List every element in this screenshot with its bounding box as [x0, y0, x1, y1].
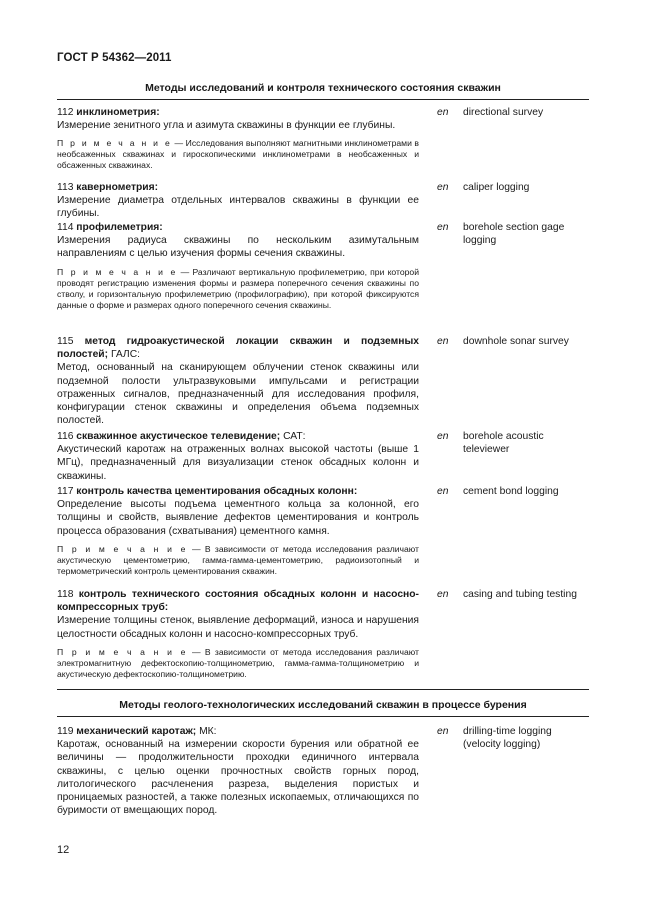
term-number: 112 — [57, 107, 74, 118]
english-equivalent: caliper logging — [463, 182, 530, 193]
term-name: профилеметрия: — [76, 222, 163, 233]
term-definition: Измерение диаметра отдельных интервалов скважины в функции ее глубины. — [57, 195, 419, 220]
term-number: 116 — [57, 431, 74, 442]
term-number: 115 — [57, 336, 74, 347]
term-note: П р и м е ч а н и е — В зависимости от метода исследования различают электромагнитную дефектоскопию-толщинометрию, гамма-гамма-толщинометрию и акустическую дефектоскопию-толщинометрию. — [57, 646, 419, 679]
term-definition: Измерение зенитного угла и азимута скважины в функции ее глубины. — [57, 120, 396, 132]
term-abbreviation: МК: — [199, 726, 217, 737]
term-name: метод гидроакустической локации скважин и подземных полостей; — [57, 336, 419, 361]
term-note: П р и м е ч а н и е — Различают вертикальную профилеметрию, при которой проводят регистрацию изменения формы и размера поперечного сечения скважины по стволу, и горизонтальную профилеметрию (профилографию), при которой фиксируются данные о форме и размерах одного поперечного сечения скважины. — [57, 266, 419, 310]
term-definition: Измерения радиуса скважины по нескольким азимутальным направлениям с целью изучения формы сечения скважины. — [57, 235, 419, 260]
term-number: 118 — [57, 589, 74, 600]
document-id: ГОСТ Р 54362—2011 — [57, 52, 172, 64]
term-number: 117 — [57, 486, 74, 497]
term-number: 119 — [57, 726, 74, 737]
term-abbreviation: САТ: — [283, 431, 306, 442]
english-equivalent: directional survey — [463, 107, 544, 118]
note-label: П р и м е ч а н и е — [57, 266, 178, 277]
english-equivalent: cement bond logging — [463, 486, 559, 497]
language-mark: en — [437, 486, 449, 497]
section-divider — [57, 716, 589, 717]
page-number: 12 — [57, 844, 70, 856]
english-equivalent: borehole acoustic televiewer — [463, 431, 544, 456]
section-title-drilling: Методы геолого-технологических исследований скважин в процессе бурения — [119, 699, 527, 711]
note-label: П р и м е ч а н и е — [57, 646, 188, 657]
term-name: механический каротаж; — [76, 726, 197, 737]
term-name: контроль качества цементирования обсадных колонн: — [76, 486, 358, 497]
term-name: инклинометрия: — [76, 107, 160, 118]
language-mark: en — [437, 107, 449, 118]
term-name: контроль технического состояния обсадных колонн и насосно-компрессорных труб: — [57, 589, 419, 614]
language-mark: en — [437, 431, 449, 442]
section-divider — [57, 689, 589, 690]
term-definition: Определение высоты подъема цементного кольца за колонной, его толщины и свойств, выявление дефектов цементирования и контроль процесса образования (схватывания) цементного камня. — [57, 499, 419, 537]
term-definition: Измерение толщины стенок, выявление деформаций, износа и нарушения целостности обсадных колонн и насосно-компрессорных труб. — [57, 615, 419, 640]
english-equivalent: casing and tubing testing — [463, 589, 577, 600]
term-name: кавернометрия: — [76, 182, 159, 193]
language-mark: en — [437, 726, 449, 737]
note-label: П р и м е ч а н и е — [57, 138, 172, 149]
term-number: 113 — [57, 182, 74, 193]
language-mark: en — [437, 222, 449, 233]
term-definition: Акустический каротаж на отраженных волнах высокой частоты (выше 1 МГц), предназначенный для визуализации стенок обсадных колонн и скважины. — [57, 444, 419, 482]
language-mark: en — [437, 589, 449, 600]
note-label: П р и м е ч а н и е — [57, 543, 188, 554]
section-title-monitoring: Методы исследований и контроля технического состояния скважин — [145, 82, 501, 94]
english-equivalent: drilling-time logging (velocity logging) — [463, 726, 552, 751]
term-name: скважинное акустическое телевидение; — [76, 431, 281, 442]
language-mark: en — [437, 336, 449, 347]
term-definition: Каротаж, основанный на измерении скорости бурения или обратной ее величины — продолжительности проходки единичного интервала скважины, с целью оценки прочностных свойств горных пород, литологического расчленения разреза, выделения пористых и проницаемых разностей, а также полезных ископаемых, отличающихся по буримости от вмещающих пород. — [57, 739, 419, 817]
term-number: 114 — [57, 222, 74, 233]
language-mark: en — [437, 182, 449, 193]
term-note: П р и м е ч а н и е — Исследования выполняют магнитными инклинометрами в необсаженных скважинах и гироскопическими инклинометрами в необсаженных и обсаженных скважинах. — [57, 138, 420, 171]
english-equivalent: downhole sonar survey — [463, 336, 569, 347]
term-abbreviation: ГАЛС: — [110, 349, 140, 361]
english-equivalent: borehole section gage logging — [463, 222, 565, 247]
term-definition: Метод, основанный на сканирующем облучении стенок скважины или подземной полости ультразвуковыми импульсами и регистрации отраженных сигналов, предназначенный для исследования профиля, конфигурации стенок скважины и определения объема подземных полостей. — [57, 362, 419, 427]
section-divider — [57, 99, 589, 100]
term-note: П р и м е ч а н и е — В зависимости от метода исследования различают акустическую цементометрию, гамма-гамма-цементометрию, радиоизотопный и термометрический контроль цементирования скважин. — [57, 543, 419, 576]
